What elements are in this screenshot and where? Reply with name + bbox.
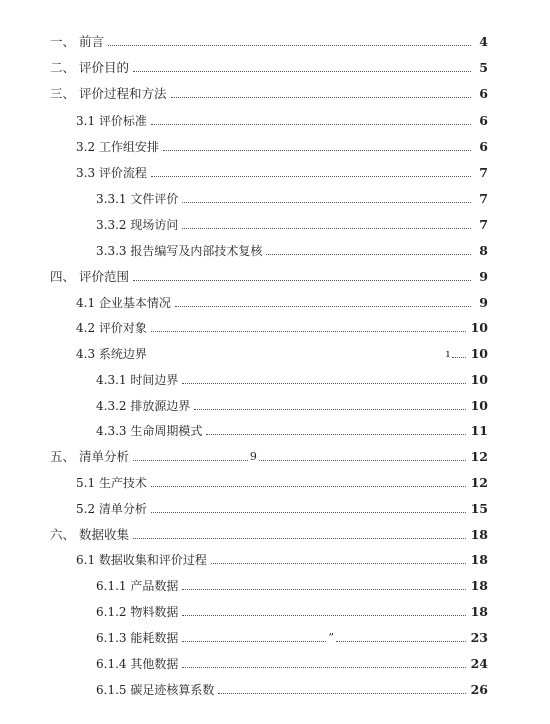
toc-leader-dots xyxy=(151,486,466,487)
toc-entry-3-1[interactable] xyxy=(76,109,488,129)
toc-leader-dots xyxy=(108,45,471,46)
toc-entry-title: 4.3.1 时间边界 xyxy=(96,373,179,387)
toc-entry-title: 3.3 评价流程 xyxy=(76,166,147,180)
toc-entry-6-1-1[interactable] xyxy=(96,574,488,594)
toc-leader-dots xyxy=(151,176,471,177)
toc-leader-dots xyxy=(151,512,466,513)
toc-page-number: 10 xyxy=(470,372,488,387)
toc-leader-dots xyxy=(182,641,326,642)
toc-entry-5-2[interactable] xyxy=(76,497,488,517)
toc-leader-dots xyxy=(206,434,465,435)
toc-entry-title: 三、 评价过程和方法 xyxy=(50,86,167,101)
toc-entry-3-3-2[interactable] xyxy=(96,213,488,233)
toc-entry-6-1[interactable] xyxy=(76,548,488,568)
toc-entry-4-3[interactable] xyxy=(76,342,488,362)
toc-leader-dots xyxy=(151,357,444,358)
toc-entry-title: 5.2 清单分析 xyxy=(76,502,147,516)
toc-leader-dots xyxy=(194,409,465,410)
toc-entry-title: 6.1.2 物料数据 xyxy=(96,605,179,619)
toc-page-number: 6 xyxy=(479,113,488,128)
toc-page-number: 26 xyxy=(470,682,488,697)
toc-entry-title: 3.1 评价标准 xyxy=(76,114,147,128)
toc-page-number: 7 xyxy=(479,165,488,180)
toc-entry-3-3-1[interactable] xyxy=(96,187,488,207)
toc-entry-4-1[interactable] xyxy=(76,291,488,311)
toc-page-number: 18 xyxy=(470,527,488,542)
toc-page-number: 18 xyxy=(470,578,488,593)
toc-entry-data-collection[interactable] xyxy=(50,523,488,543)
toc-page-number: 23 xyxy=(470,630,488,645)
toc-entry-title: 5.1 生产技术 xyxy=(76,476,147,490)
toc-leader-dots xyxy=(182,202,471,203)
toc-entry-4-2[interactable] xyxy=(76,316,488,336)
toc-leader-dots xyxy=(151,331,466,332)
toc-leader-dots xyxy=(151,124,471,125)
toc-leader-dots xyxy=(133,538,466,539)
toc-leader-dots xyxy=(182,589,465,590)
toc-leader-dots xyxy=(175,306,471,307)
toc-stray-mark: ” xyxy=(328,631,334,644)
toc-entry-6-1-5[interactable] xyxy=(96,678,488,698)
toc-page-number: 12 xyxy=(470,475,488,490)
toc-entry-scope[interactable] xyxy=(50,265,488,285)
toc-entry-4-3-2[interactable] xyxy=(96,394,488,414)
toc-entry-purpose[interactable] xyxy=(50,56,488,76)
toc-leader-dots xyxy=(218,693,465,694)
toc-entry-process-method[interactable] xyxy=(50,82,488,102)
toc-leader-dots xyxy=(211,563,466,564)
toc-entry-title: 4.3 系统边界 xyxy=(76,347,147,361)
toc-entry-title: 6.1.5 碳足迹核算系数 xyxy=(96,683,215,697)
toc-entry-title: 二、 评价目的 xyxy=(50,60,130,75)
toc-entry-title: 3.3.3 报告编写及内部技术复核 xyxy=(96,244,263,258)
toc-entry-title: 6.1.3 能耗数据 xyxy=(96,631,179,645)
toc-page-number: 18 xyxy=(470,552,488,567)
toc-page-number: 4 xyxy=(479,34,488,49)
toc-entry-title: 4.2 评价对象 xyxy=(76,321,147,335)
toc-stray-mark: 9 xyxy=(249,450,257,463)
toc-entry-4-3-3[interactable] xyxy=(96,419,488,439)
toc-entry-3-3-3[interactable] xyxy=(96,239,488,259)
toc-entry-6-1-4[interactable] xyxy=(96,652,488,672)
toc-entry-title: 6.1.4 其他数据 xyxy=(96,657,179,671)
toc-entry-title: 一、 前言 xyxy=(50,34,105,49)
toc-leader-dots xyxy=(133,460,248,461)
toc-entry-6-1-2[interactable] xyxy=(96,600,488,620)
toc-page-number: 10 xyxy=(470,398,488,413)
toc-leader-dots xyxy=(266,254,471,255)
toc-entry-preface[interactable] xyxy=(50,30,488,50)
toc-entry-title: 四、 评价范围 xyxy=(50,269,130,284)
toc-entry-title: 4.1 企业基本情况 xyxy=(76,296,171,310)
toc-leader-dots xyxy=(336,641,466,642)
toc-entry-title: 五、 清单分析 xyxy=(50,449,130,464)
toc-page-number: 24 xyxy=(470,656,488,671)
toc-page-number: 6 xyxy=(479,139,488,154)
toc-page-number: 7 xyxy=(479,217,488,232)
toc-entry-inventory[interactable] xyxy=(50,445,488,465)
toc-leader-dots xyxy=(133,280,471,281)
toc-page-number: 9 xyxy=(479,269,488,284)
toc-leader-dots xyxy=(182,383,465,384)
toc-page-number: 18 xyxy=(470,604,488,619)
toc-entry-title: 4.3.3 生命周期模式 xyxy=(96,424,203,438)
toc-entry-title: 六、 数据收集 xyxy=(50,527,130,542)
toc-page-number: 10 xyxy=(470,346,488,361)
toc-leader-dots xyxy=(452,357,466,358)
toc-entry-title: 3.3.2 现场访问 xyxy=(96,218,179,232)
toc-entry-title: 3.3.1 文件评价 xyxy=(96,192,179,206)
toc-leader-dots xyxy=(259,460,466,461)
toc-page-number: 15 xyxy=(470,501,488,516)
toc-entry-3-2[interactable] xyxy=(76,135,488,155)
toc-leader-dots xyxy=(182,615,465,616)
toc-page-number: 8 xyxy=(479,243,488,258)
toc-stray-mark: ı xyxy=(446,347,450,360)
toc-page-number: 9 xyxy=(479,295,488,310)
toc-entry-title: 3.2 工作组安排 xyxy=(76,140,159,154)
toc-page-number: 7 xyxy=(479,191,488,206)
toc-leader-dots xyxy=(171,97,471,98)
toc-page-number: 11 xyxy=(470,423,488,438)
toc-leader-dots xyxy=(163,150,471,151)
toc-entry-4-3-1[interactable] xyxy=(96,368,488,388)
toc-page-number: 10 xyxy=(470,320,488,335)
toc-entry-title: 4.3.2 排放源边界 xyxy=(96,399,191,413)
toc-entry-6-1-3[interactable] xyxy=(96,626,488,646)
toc-entry-3-3[interactable] xyxy=(76,161,488,181)
toc-page-number: 6 xyxy=(479,86,488,101)
toc-page-number: 5 xyxy=(479,60,488,75)
toc-page-number: 12 xyxy=(470,449,488,464)
toc-leader-dots xyxy=(182,228,471,229)
toc-entry-title: 6.1.1 产品数据 xyxy=(96,579,179,593)
toc-leader-dots xyxy=(133,71,471,72)
toc-entry-title: 6.1 数据收集和评价过程 xyxy=(76,553,207,567)
toc-entry-5-1[interactable] xyxy=(76,471,488,491)
toc-leader-dots xyxy=(182,667,465,668)
